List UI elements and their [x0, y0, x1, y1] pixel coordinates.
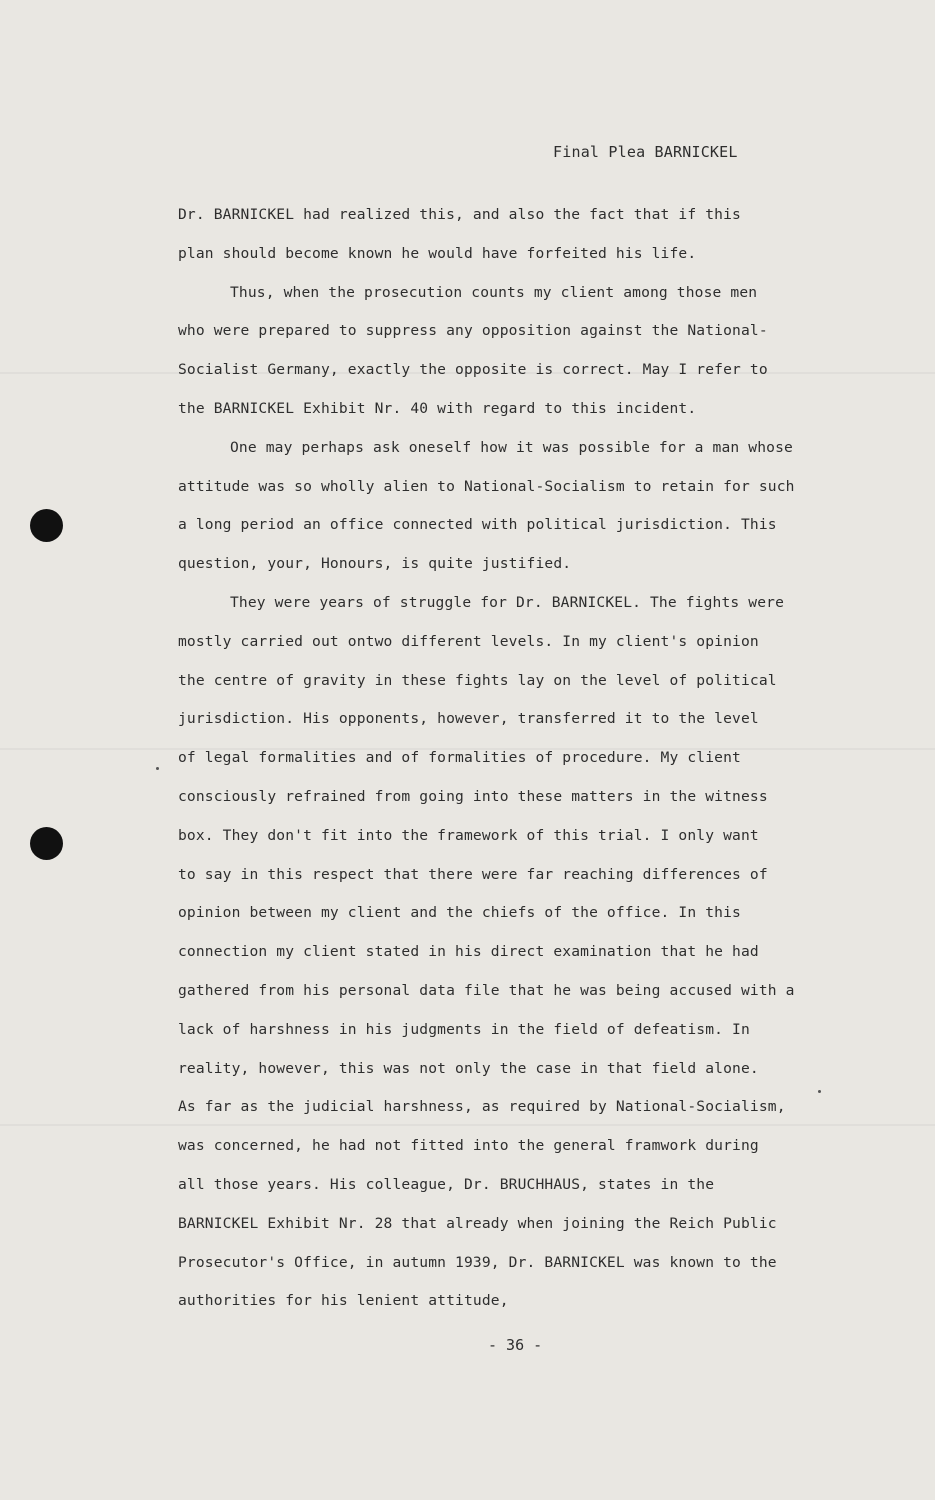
text-line: the BARNICKEL Exhibit Nr. 40 with regard to this incident. [178, 399, 697, 417]
text-line: Prosecutor's Office, in autumn 1939, Dr. BARNICKEL was known to the [178, 1253, 777, 1271]
text-line: box. They don't fit into the framework of this trial. I only want [178, 826, 759, 844]
page-header: Final Plea BARNICKEL [553, 143, 738, 161]
text-line: of legal formalities and of formalities of procedure. My client [178, 749, 741, 767]
text-line: Dr. BARNICKEL had realized this, and also the fact that if this [178, 206, 741, 223]
text-line: Socialist Germany, exactly the opposite is correct. May I refer to [178, 361, 768, 379]
text-line: gathered from his personal data file that he was being accused with a [178, 981, 795, 999]
text-line: mostly carried out ontwo different levels. In my client's opinion [178, 632, 759, 650]
text-line: was concerned, he had not fitted into the general framwork during [178, 1137, 759, 1155]
body-text [178, 196, 868, 1321]
text-line: Thus, when the prosecution counts my client among those men [230, 283, 758, 301]
text-line: all those years. His colleague, Dr. BRUCHHAUS, states in the [178, 1175, 715, 1193]
text-line: a long period an office connected with political jurisdiction. This [178, 516, 777, 534]
ink-speck [156, 767, 159, 770]
text-line: BARNICKEL Exhibit Nr. 28 that already when joining the Reich Public [178, 1214, 777, 1232]
text-line: attitude was so wholly alien to National-Socialism to retain for such [178, 477, 795, 495]
text-line: reality, however, this was not only the case in that field alone. [178, 1059, 759, 1077]
text-line: who were prepared to suppress any opposition against the National- [178, 322, 768, 340]
punch-hole [30, 827, 63, 860]
text-line: lack of harshness in his judgments in the field of defeatism. In [178, 1020, 750, 1038]
text-line: consciously refrained from going into these matters in the witness [178, 787, 768, 805]
page-number: - 36 - [488, 1336, 543, 1354]
text-line: One may perhaps ask oneself how it was possible for a man whose [230, 438, 793, 456]
text-line: As far as the judicial harshness, as required by National-Socialism, [178, 1098, 786, 1116]
text-line: plan should become known he would have forfeited his life. [178, 244, 697, 262]
text-line: the centre of gravity in these fights lay on the level of political [178, 671, 777, 689]
text-line: jurisdiction. His opponents, however, transferred it to the level [178, 710, 759, 728]
punch-hole [30, 509, 63, 542]
text-line: authorities for his lenient attitude, [178, 1292, 509, 1310]
text-line: They were years of struggle for Dr. BARNICKEL. The fights were [230, 593, 785, 611]
text-line: opinion between my client and the chiefs of the office. In this [178, 904, 741, 922]
text-line: question, your, Honours, is quite justified. [178, 555, 572, 573]
text-line: to say in this respect that there were far reaching differences of [178, 865, 768, 883]
text-line: connection my client stated in his direct examination that he had [178, 943, 759, 961]
